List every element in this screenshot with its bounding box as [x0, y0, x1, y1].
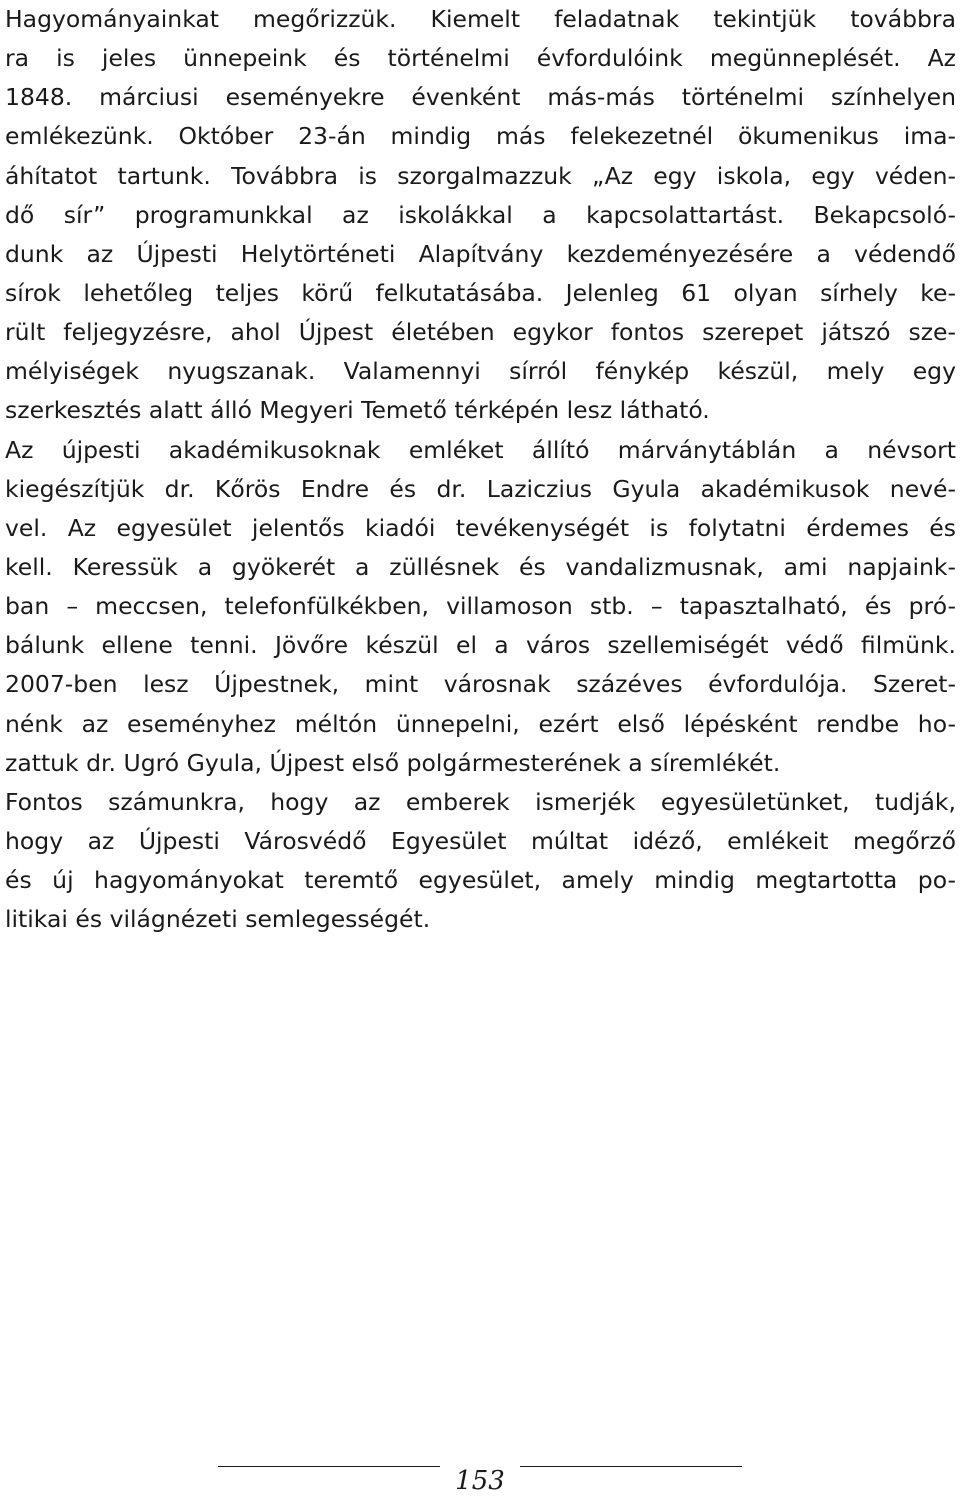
text-line: hogy az Újpesti Városvédő Egyesület múltat idéző, emlékeit megőrző	[5, 826, 956, 855]
text-line: kell. Keressük a gyökerét a züllésnek és vandalizmusnak, ami napjaink-	[5, 552, 956, 581]
text-line: zattuk dr. Ugró Gyula, Újpest első polgármesterének a síremlékét.	[5, 748, 781, 777]
text-line: dunk az Újpesti Helytörténeti Alapítvány kezdeményezésére a védendő	[5, 239, 956, 268]
text-line: nénk az eseményhez méltón ünnepelni, ezért első lépésként rendbe ho-	[5, 709, 956, 738]
text-line: litikai és világnézeti semlegességét.	[5, 905, 431, 934]
text-line: Fontos számunkra, hogy az emberek ismerjék egyesületünket, tudják,	[5, 787, 956, 816]
text-line: sírok lehetőleg teljes körű felkutatásába. Jelenleg 61 olyan sírhely ke-	[5, 278, 956, 307]
footer-rule-right	[520, 1466, 742, 1467]
text-line: Az újpesti akadémikusoknak emléket állító márványtáblán a névsort	[5, 435, 956, 464]
text-line: ra is jeles ünnepeink és történelmi évfordulóink megünneplését. Az	[5, 44, 956, 73]
text-line: ban – meccsen, telefonfülkékben, villamoson stb. – tapasztalható, és pró-	[5, 592, 956, 621]
text-line: bálunk ellene tenni. Jövőre készül el a város szellemiségét védő filmünk.	[5, 631, 956, 660]
text-line: és új hagyományokat teremtő egyesület, amely mindig megtartotta po-	[5, 866, 956, 895]
text-line: Hagyományainkat megőrizzük. Kiemelt feladatnak tekintjük továbbra	[5, 5, 956, 33]
text-line: 1848. márciusi eseményekre évenként más-más történelmi színhelyen	[5, 83, 956, 112]
text-line: szerkesztés alatt álló Megyeri Temető térképén lesz látható.	[5, 396, 710, 425]
footer-rule-left	[218, 1466, 440, 1467]
text-line: vel. Az egyesület jelentős kiadói tevékenységét is folytatni érdemes és	[5, 513, 956, 542]
text-line: emlékezünk. Október 23-án mindig más felekezetnél ökumenikus ima-	[5, 122, 956, 151]
page-number: 153	[455, 1466, 505, 1496]
text-line: rült feljegyzésre, ahol Újpest életében egykor fontos szerepet játszó sze-	[5, 318, 956, 347]
text-line: mélyiségek nyugszanak. Valamennyi sírról fénykép készül, mely egy	[5, 357, 956, 386]
text-line: dő sír” programunkkal az iskolákkal a kapcsolattartást. Bekapcsoló-	[5, 200, 956, 229]
text-line: 2007-ben lesz Újpestnek, mint városnak százéves évfordulója. Szeret-	[5, 670, 956, 699]
text-line: áhítatot tartunk. Továbbra is szorgalmazzuk „Az egy iskola, egy véden-	[5, 161, 956, 190]
text-line: kiegészítjük dr. Kőrös Endre és dr. Laziczius Gyula akadémikusok nevé-	[5, 474, 956, 503]
